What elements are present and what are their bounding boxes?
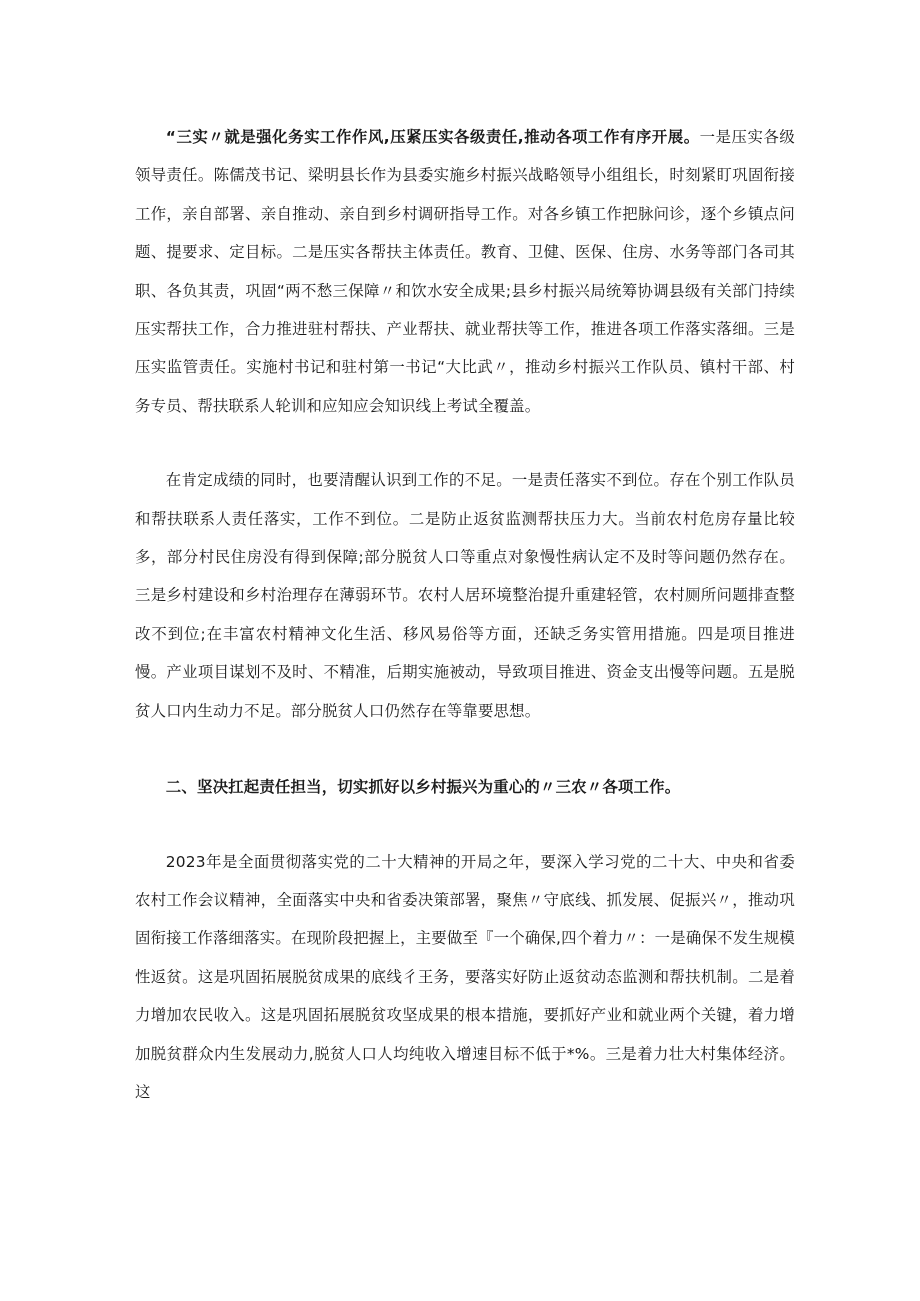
document-body xyxy=(135,118,795,1111)
paragraph-body-text: 一是压实各级领导责任。陈儒茂书记、梁明县长作为县委实施乡村振兴战略领导小组组长，时刻紧盯巩固衔接工作，亲自部署、亲自推动、亲自到乡村调研指导工作。对各乡镇工作把脉问诊，逐个乡镇点问题、提要求、定目标。二是压实各帮扶主体责任。教育、卫健、医保、住房、水务等部门各司其职、各负其责，巩固“两不愁三保障〃和饮水安全成果;县乡村振兴局统筹协调县级有关部门持续压实帮扶工作，合力推进驻村帮扶、产业帮扶、就业帮扶等工作，推进各项工作落实落细。三是压实监管责任。实施村书记和驻村第一书记“大比武〃，推动乡村振兴工作队员、镇村干部、村务专员、帮扶联系人轮训和应知应会知识线上考试全覆盖。 xyxy=(135,128,795,415)
paragraph-shortcomings: 在肯定成绩的同时，也要清醒认识到工作的不足。一是责任落实不到位。存在个别工作队员和帮扶联系人责任落实，工作不到位。二是防止返贫监测帮扶压力大。当前农村危房存量比较多，部分村民住房没有得到保障;部分脱贫人口等重点对象慢性病认定不及时等问题仍然存在。三是乡村建设和乡村治理存在薄弱环节。农村人居环境整治提升重建轻管，农村厕所问题排查整改不到位;在丰富农村精神文化生活、移风易俗等方面，还缺乏务实管用措施。四是项目推进慢。产业项目谋划不及时、不精准，后期实施被动，导致项目推进、资金支出慢等问题。五是脱贫人口内生动力不足。部分脱贫人口仍然存在等靠要思想。 xyxy=(135,471,795,720)
paragraph-2023-plan: 2023年是全面贯彻落实党的二十大精神的开局之年，要深入学习党的二十大、中央和省委农村工作会议精神，全面落实中央和省委决策部署，聚焦〃守底线、抓发展、促振兴〃，推动巩固衔接工作落细落实。在现阶段把握上，主要做至『一个确保,四个着力〃：一是确保不发生规模性返贫。这是巩固拓展脱贫成果的底线彳王务，要落实好防止返贫动态监测和帮扶机制。二是着力增加农民收入。这是巩固拓展脱贫攻坚成果的根本措施，要抓好产业和就业两个关键，着力增加脱贫群众内生发展动力,脱贫人口人均纯收入增速目标不低于*%。三是着力壮大村集体经济。这 xyxy=(135,852,795,1101)
paragraph-three-solid xyxy=(135,118,795,425)
paragraph-lead-sentence: “三实〃就是强化务实工作作风,压紧压实各级责任,推动各项工作有序开展。 xyxy=(165,128,700,146)
section-heading-two: 二、坚决扛起责任担当，切实抓好以乡村振兴为重心的〃三农〃各项工作。 xyxy=(165,778,681,797)
